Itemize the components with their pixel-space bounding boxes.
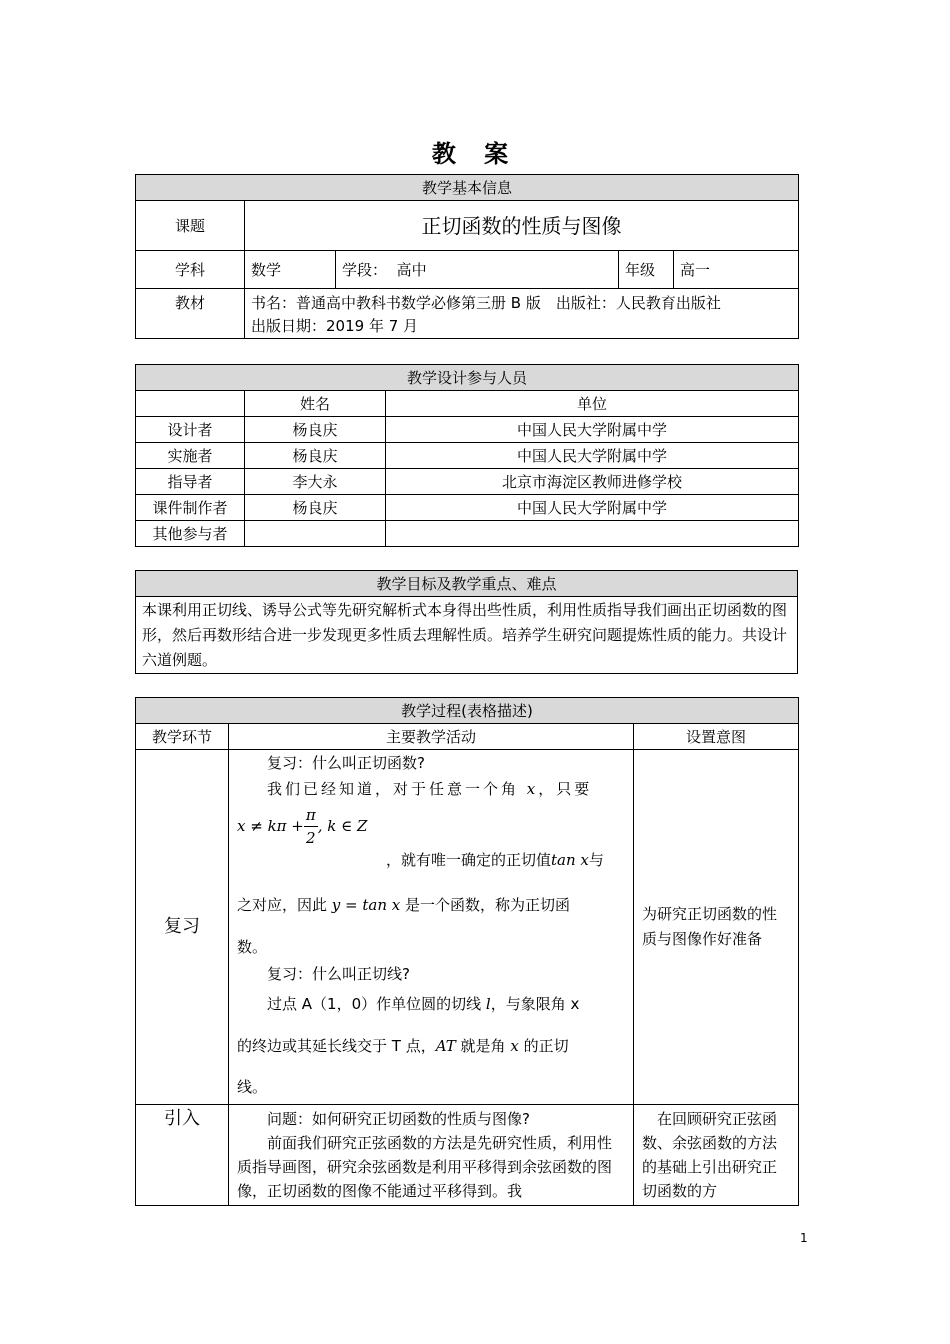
participant-role: 设计者 — [136, 417, 245, 443]
stage-label: 学段： — [342, 260, 388, 279]
textbook-value — [245, 289, 799, 339]
subject-label: 学科 — [136, 251, 245, 289]
col-name-header: 姓名 — [245, 391, 386, 417]
page-title: 教 案 — [431, 140, 519, 168]
participant-name — [245, 521, 386, 547]
participant-role: 其他参与者 — [136, 521, 245, 547]
grade-value: 高一 — [674, 251, 799, 289]
review-question-2: 复习：什么叫正切线? — [267, 965, 410, 983]
participant-role: 实施者 — [136, 443, 245, 469]
participant-name: 杨良庆 — [245, 495, 386, 521]
textbook-label: 教材 — [136, 289, 245, 339]
col-stage-header: 教学环节 — [136, 724, 229, 750]
domain-condition: x ≠ kπ + $\frac{\pi}{2}$ , k ∈ Z — [237, 806, 368, 847]
table-row — [136, 1105, 799, 1206]
topic-value: 正切函数的性质与图像 — [245, 201, 799, 251]
col-unit-header: 单位 — [386, 391, 799, 417]
process-header: 教学过程(表格描述) — [136, 698, 799, 724]
review-question-1: 复习：什么叫正切函数? — [267, 754, 425, 772]
process-table — [135, 697, 799, 1206]
stage-review: 复习 — [136, 750, 229, 1105]
table-row — [136, 495, 799, 521]
page-number: 1 — [800, 1231, 808, 1245]
table-row — [136, 443, 799, 469]
intro-activity — [229, 1105, 634, 1206]
table-row — [136, 417, 799, 443]
table-row — [136, 469, 799, 495]
participant-unit: 北京市海淀区教师进修学校 — [386, 469, 799, 495]
topic-label: 课题 — [136, 201, 245, 251]
participant-role: 课件制作者 — [136, 495, 245, 521]
participant-name: 杨良庆 — [245, 417, 386, 443]
participants-table — [135, 364, 799, 547]
participant-unit: 中国人民大学附属中学 — [386, 417, 799, 443]
review-intent: 为研究正切函数的性质与图像作好准备 — [634, 750, 799, 1105]
stage-cell — [336, 251, 619, 289]
stage-value: 高中 — [396, 260, 427, 279]
goals-text: 本课利用正切线、诱导公式等先研究解析式本身得出些性质，利用性质指导我们画出正切函数的图形，然后再数形结合进一步发现更多性质去理解性质。培养学生研究问题提炼性质的能力。共设计六道例题。 — [136, 597, 798, 674]
grade-label: 年级 — [619, 251, 674, 289]
basic-info-header: 教学基本信息 — [136, 175, 799, 201]
goals-header: 教学目标及教学重点、难点 — [136, 571, 798, 597]
intro-text: 前面我们研究正弦函数的方法是先研究性质，利用性质指导画图，研究余弦函数是利用平移得到余弦函数的图像，正切函数的图像不能通过平移得到。我 — [237, 1134, 613, 1200]
intro-intent: 在回顾研究正弦函数、余弦函数的方法的基础上引出研究正切函数的方 — [634, 1105, 799, 1206]
participant-role: 指导者 — [136, 469, 245, 495]
col-activity-header: 主要教学活动 — [229, 724, 634, 750]
goals-table — [135, 570, 798, 674]
basic-info-table — [135, 174, 799, 339]
participants-header: 教学设计参与人员 — [136, 365, 799, 391]
subject-value: 数学 — [245, 251, 336, 289]
participant-unit — [386, 521, 799, 547]
participant-unit: 中国人民大学附属中学 — [386, 443, 799, 469]
participant-name: 李大永 — [245, 469, 386, 495]
textbook-line-1: 书名：普通高中教科书数学必修第三册 B 版 出版社：人民教育出版社 — [251, 294, 721, 312]
participant-unit: 中国人民大学附属中学 — [386, 495, 799, 521]
participant-name: 杨良庆 — [245, 443, 386, 469]
table-row — [136, 521, 799, 547]
col-intent-header: 设置意图 — [634, 724, 799, 750]
stage-intro: 引入 — [136, 1105, 229, 1206]
textbook-line-2: 出版日期：2019 年 7 月 — [251, 317, 419, 335]
table-row — [136, 750, 799, 1105]
intro-question: 问题：如何研究正切函数的性质与图像? — [267, 1110, 530, 1128]
review-activity: 复习：什么叫正切函数? 我们已经知道，对于任意一个角 x，只要 x ≠ kπ + $\frac{\pi}{2}$ , k ∈ Z ，就有唯一确定的正切值tan x与 之对应，因此 y = tan x 是一个函数，称为正切函 数。 复习：什么叫正切线? 过点 A（1，0）作单位圆的切线 l，与象限角 x 的终边或其延长线交于 T 点，AT 就是角 x 的正切 线。 — [229, 750, 634, 1105]
